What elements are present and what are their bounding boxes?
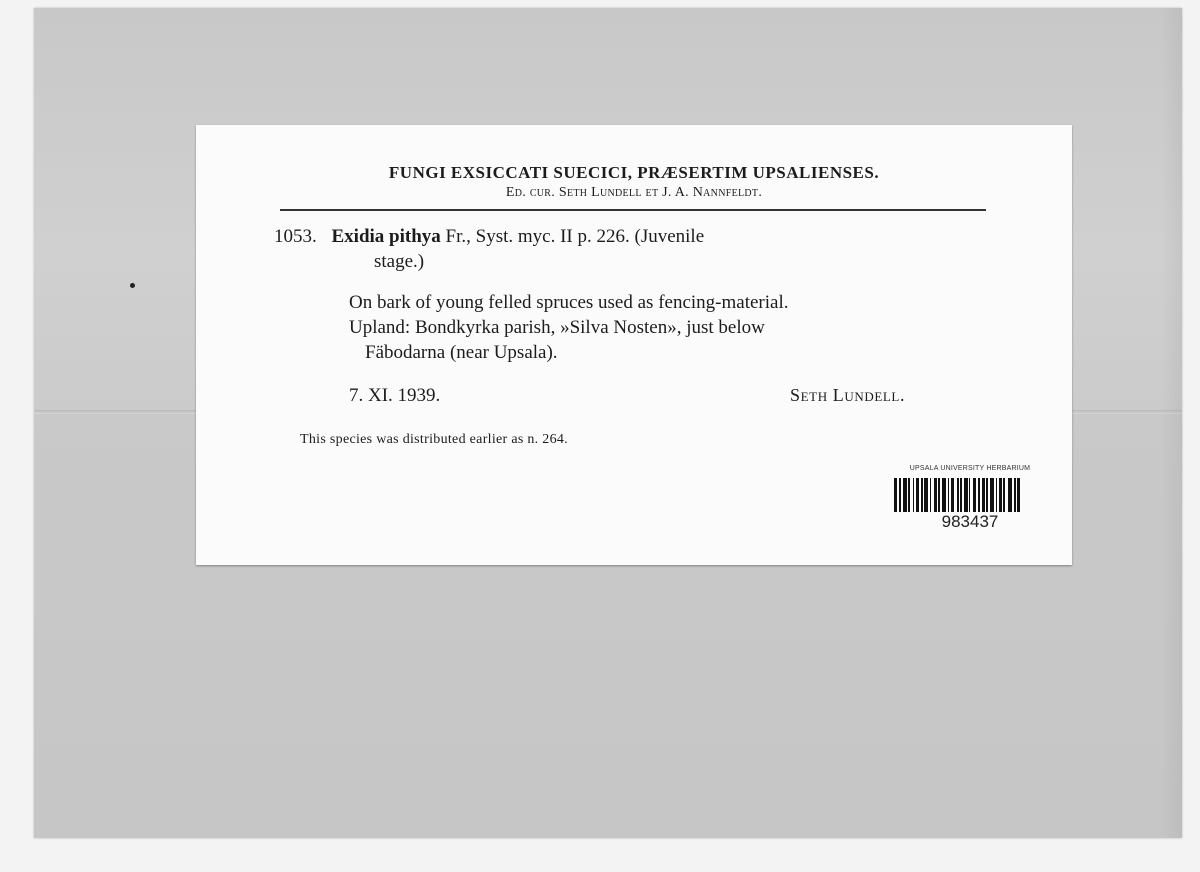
species-citation-cont: stage.) — [374, 251, 425, 272]
header-rule — [280, 209, 986, 211]
barcode-icon — [894, 478, 1044, 512]
species-name: Exidia pithya — [331, 226, 441, 247]
habitat-line: Fäbodarna (near Upsala). — [365, 342, 558, 363]
distribution-note: This species was distributed earlier as n. 264. — [300, 432, 568, 447]
entry-line — [274, 223, 994, 250]
habitat-block — [349, 290, 999, 365]
habitat-line: On bark of young felled spruces used as fencing-material. — [349, 292, 789, 313]
ink-dot — [130, 283, 135, 288]
exsiccata-number: 1053. — [274, 226, 317, 247]
editors-line: Ed. cur. Seth Lundell et J. A. Nannfeldt. — [505, 185, 763, 200]
packet-right-edge — [1160, 8, 1182, 838]
barcode-number: 983437 — [941, 512, 999, 531]
specimen-label — [196, 125, 1072, 565]
collection-date: 7. XI. 1939. — [349, 385, 441, 406]
series-title: FUNGI EXSICCATI SUECICI, PRÆSERTIM UPSALIENSES. — [388, 163, 880, 182]
collector-name: Seth Lundell. — [790, 385, 906, 405]
barcode-institution: UPSALA UNIVERSITY HERBARIUM — [909, 465, 1031, 472]
habitat-line: Upland: Bondkyrka parish, »Silva Nosten», just below — [349, 317, 765, 338]
species-citation: Fr., Syst. myc. II p. 226. (Juvenile — [445, 226, 705, 247]
barcode-label — [888, 465, 1052, 535]
